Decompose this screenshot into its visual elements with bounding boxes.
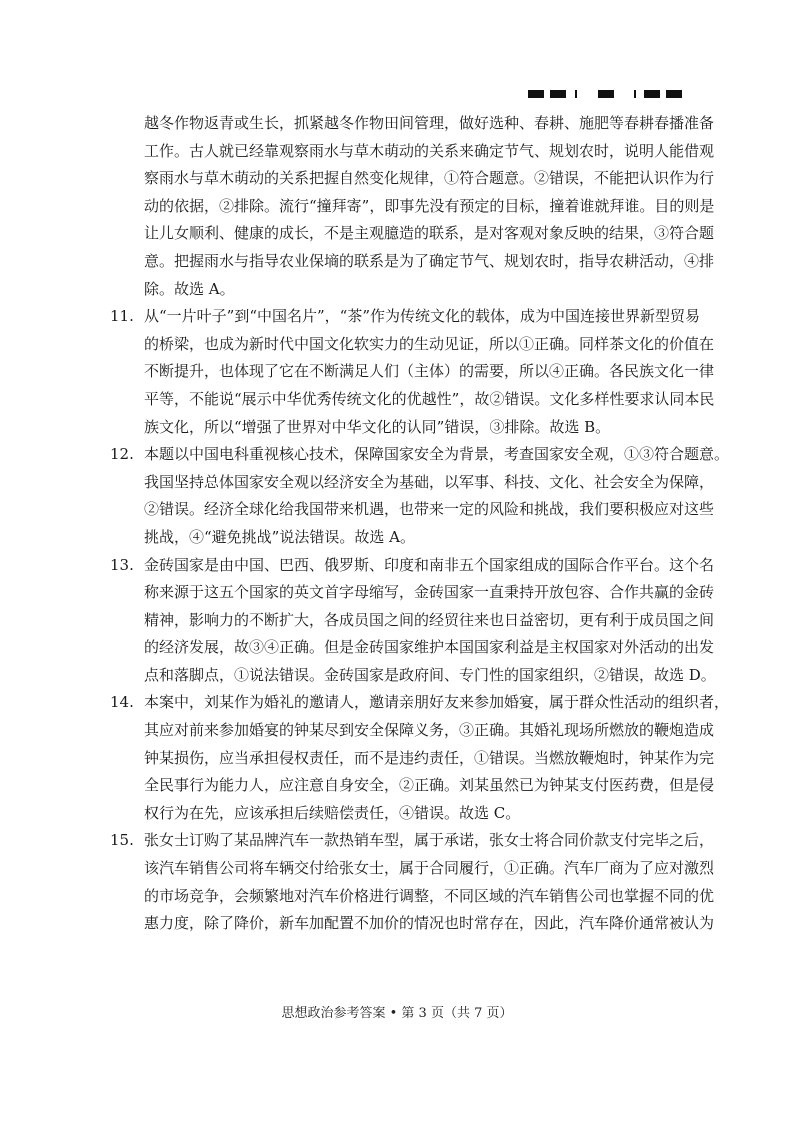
- text-line: 工作。古人就已经靠观察雨水与草木萌动的关系来确定节气、规划农时，说明人能借观: [144, 141, 715, 160]
- text-line: 的经济发展，故③④正确。但是金砖国家维护本国国家利益是主权国家对外活动的出发: [144, 638, 715, 657]
- text-line: 金砖国家是由中国、巴西、俄罗斯、印度和南非五个国家组成的国际合作平台。这个名: [144, 555, 715, 574]
- question-number: 14.: [110, 693, 134, 712]
- continuation-paragraph: [110, 110, 715, 303]
- question-13-answer: [110, 552, 716, 690]
- text-line: 权行为在先，应该承担后续赔偿责任，④错误。故选 C。: [144, 803, 521, 822]
- header-mark: [666, 90, 682, 98]
- question-14-answer: [110, 689, 730, 827]
- text-line: 平等，不能说“展示中华优秀传统文化的优越性”，故②错误。文化多样性要求认同本民: [144, 389, 715, 408]
- text-line: 我国坚持总体国家安全观以经济安全为基础，以军事、科技、文化、社会安全为保障，: [144, 472, 715, 491]
- question-11-answer: [110, 303, 715, 441]
- text-line: 挑战，④“避免挑战”说法错误。故选 A。: [144, 527, 415, 546]
- text-line: 族文化，所以“增强了世界对中华文化的认同”错误，③排除。故选 B。: [144, 417, 611, 436]
- question-12-answer: [110, 441, 730, 551]
- text-line: 精神，影响力的不断扩大，各成员国之间的经贸往来也日益密切，更有利于成员国之间: [144, 610, 715, 629]
- text-line: 点和落脚点，①说法错误。金砖国家是政府间、专门性的国家组织，②错误，故选 D。: [144, 665, 716, 684]
- text-line: 称来源于这五个国家的英文首字母缩写，金砖国家一直秉持开放包容、合作共赢的金砖: [144, 583, 715, 602]
- page-footer: 思想政治参考答案 • 第 3 页（共 7 页）: [281, 1006, 513, 1021]
- text-line: 让儿女顺利、健康的成长，不是主观臆造的联系，是对客观对象反映的结果，③符合题: [144, 224, 715, 243]
- text-line: 惠力度，除了降价，新车加配置不加价的情况也时常存在，因此，汽车降价通常被认为: [144, 914, 715, 933]
- text-line: 本案中，刘某作为婚礼的邀请人，邀请亲朋好友来参加婚宴，属于群众性活动的组织者，: [144, 693, 730, 712]
- text-line: 的桥梁，也成为新时代中国文化软实力的生动见证，所以①正确。同样茶文化的价值在: [144, 334, 715, 353]
- text-line: 本题以中国电科重视核心技术，保障国家安全为背景，考查国家安全观，①③符合题意。: [144, 445, 730, 464]
- question-15-answer: [110, 827, 715, 937]
- text-line: 除。故选 A。: [144, 279, 235, 298]
- answer-content: [110, 110, 730, 938]
- text-line: 动的依据，②排除。流行“撞拜寄”，即事先没有预定的目标，撞着谁就拜谁。目的则是: [144, 196, 715, 215]
- text-line: 其应对前来参加婚宴的钟某尽到安全保障义务，③正确。其婚礼现场所燃放的鞭炮造成: [144, 721, 715, 740]
- question-number: 12.: [110, 445, 134, 464]
- text-line: 从“一片叶子”到“中国名片”，“茶”作为传统文化的载体，成为中国连接世界新型贸易: [144, 307, 701, 326]
- text-line: 察雨水与草木萌动的关系把握自然变化规律，①符合题意。②错误，不能把认识作为行: [144, 169, 715, 188]
- header-mark: [634, 90, 636, 98]
- text-line: ②错误。经济全球化给我国带来机遇，也带来一定的风险和挑战，我们要积极应对这些: [144, 500, 715, 519]
- question-number: 15.: [110, 831, 134, 850]
- text-line: 不断提升，也体现了它在不断满足人们（主体）的需要，所以④正确。各民族文化一律: [144, 362, 715, 381]
- text-line: 的市场竞争，会频繁地对汽车价格进行调整，不同区域的汽车销售公司也掌握不同的优: [144, 886, 715, 905]
- header-bar-marks: [528, 90, 688, 98]
- text-line: 钟某损伤，应当承担侵权责任，而不是违约责任，①错误。当燃放鞭炮时，钟某作为完: [144, 748, 715, 767]
- text-line: 全民事行为能力人，应注意自身安全，②正确。刘某虽然已为钟某支付医药费，但是侵: [144, 776, 715, 795]
- text-line: 张女士订购了某品牌汽车一款热销车型，属于承诺，张女士将合同价款支付完毕之后，: [144, 831, 715, 850]
- header-mark: [550, 90, 566, 98]
- text-line: 意。把握雨水与指导农业保墒的联系是为了确定节气、规划农时，指导农耕活动，④排: [144, 251, 715, 270]
- header-mark: [528, 90, 544, 98]
- header-mark: [598, 90, 614, 98]
- header-mark: [575, 90, 577, 98]
- header-mark: [644, 90, 660, 98]
- question-number: 11.: [110, 307, 134, 326]
- text-line: 该汽车销售公司将车辆交付给张女士，属于合同履行，①正确。汽车厂商为了应对激烈: [144, 859, 715, 878]
- text-line: 越冬作物返青或生长，抓紧越冬作物田间管理，做好选种、春耕、施肥等春耕春播准备: [144, 114, 715, 132]
- question-number: 13.: [110, 555, 134, 574]
